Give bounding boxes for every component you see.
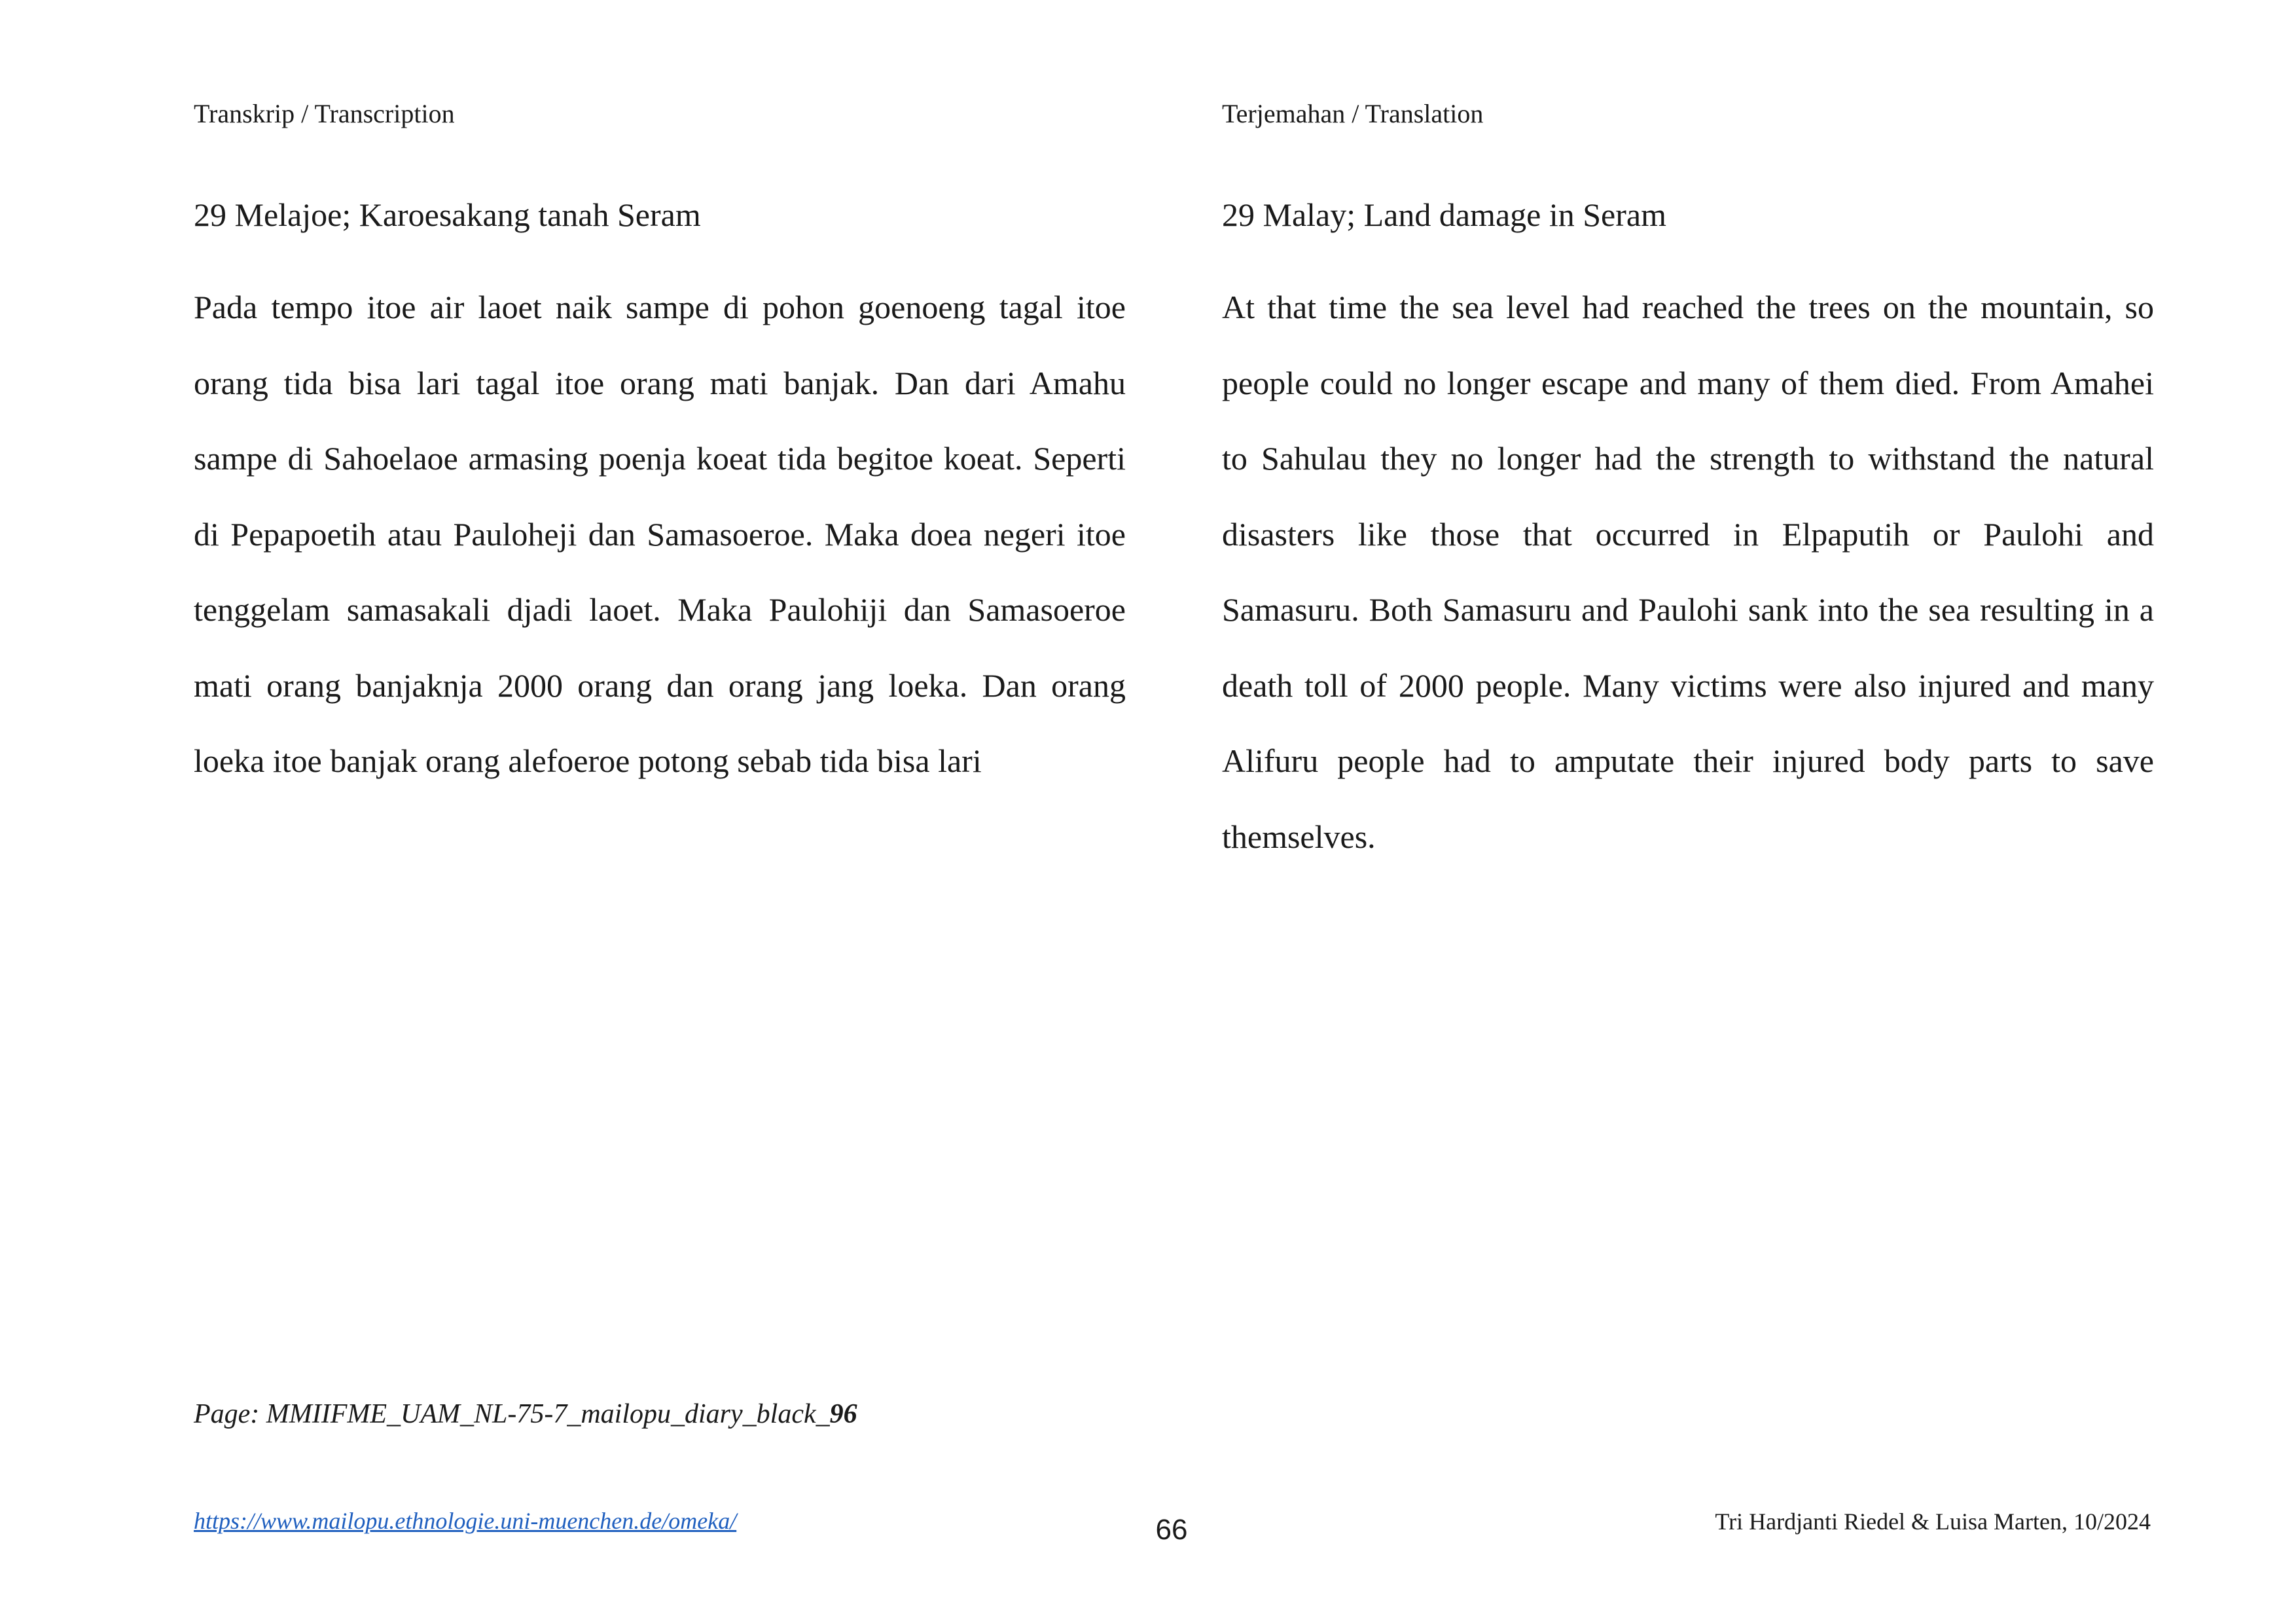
transcription-body: Pada tempo itoe air laoet naik sampe di pohon goenoeng tagal itoe orang tida bisa lari tagal itoe orang mati banjak. Dan dari Amahu sampe di Sahoelaoe armasing poenja koeat tida begitoe koeat. Seperti di Pepapoetih atau Pauloheji dan Samasoeroe. Maka doea negeri itoe tenggelam samasakali djadi laoet. Maka Paulohiji dan Samasoeroe mati orang banjaknja 2000 orang dan orang jang loeka. Dan orang loeka itoe banjak orang alefoeroe potong sebab tida bisa lari xyxy=(194,289,1126,779)
page-reference xyxy=(194,1398,857,1431)
translation-header: Terjemahan / Translation xyxy=(1222,99,1484,128)
omeka-link[interactable]: https://www.mailopu.ethnologie.uni-muenchen.de/omeka/ xyxy=(194,1508,737,1534)
transcription-title: 29 Melajoe; Karoesakang tanah Seram xyxy=(194,196,701,233)
page-reference-prefix: Page: MMIIFME_UAM_NL-75-7_mailopu_diary_black_ xyxy=(194,1399,830,1429)
footer-credit: Tri Hardjanti Riedel & Luisa Marten, 10/2024 xyxy=(1715,1508,2151,1535)
translation-title: 29 Malay; Land damage in Seram xyxy=(1222,196,1666,233)
translation-body: At that time the sea level had reached the trees on the mountain, so people could no longer escape and many of them died. From Amahei to Sahulau they no longer had the strength to withstand the natural disasters like those that occurred in Elpaputih or Paulohi and Samasuru. Both Samasuru and Paulohi sank into the sea resulting in a death toll of 2000 people. Many victims were also injured and many Alifuru people had to amputate their injured body parts to save themselves. xyxy=(1222,289,2154,855)
page-reference-number: 96 xyxy=(829,1399,857,1429)
transcription-header: Transkrip / Transcription xyxy=(194,99,455,128)
page-number: 66 xyxy=(1155,1514,1188,1546)
